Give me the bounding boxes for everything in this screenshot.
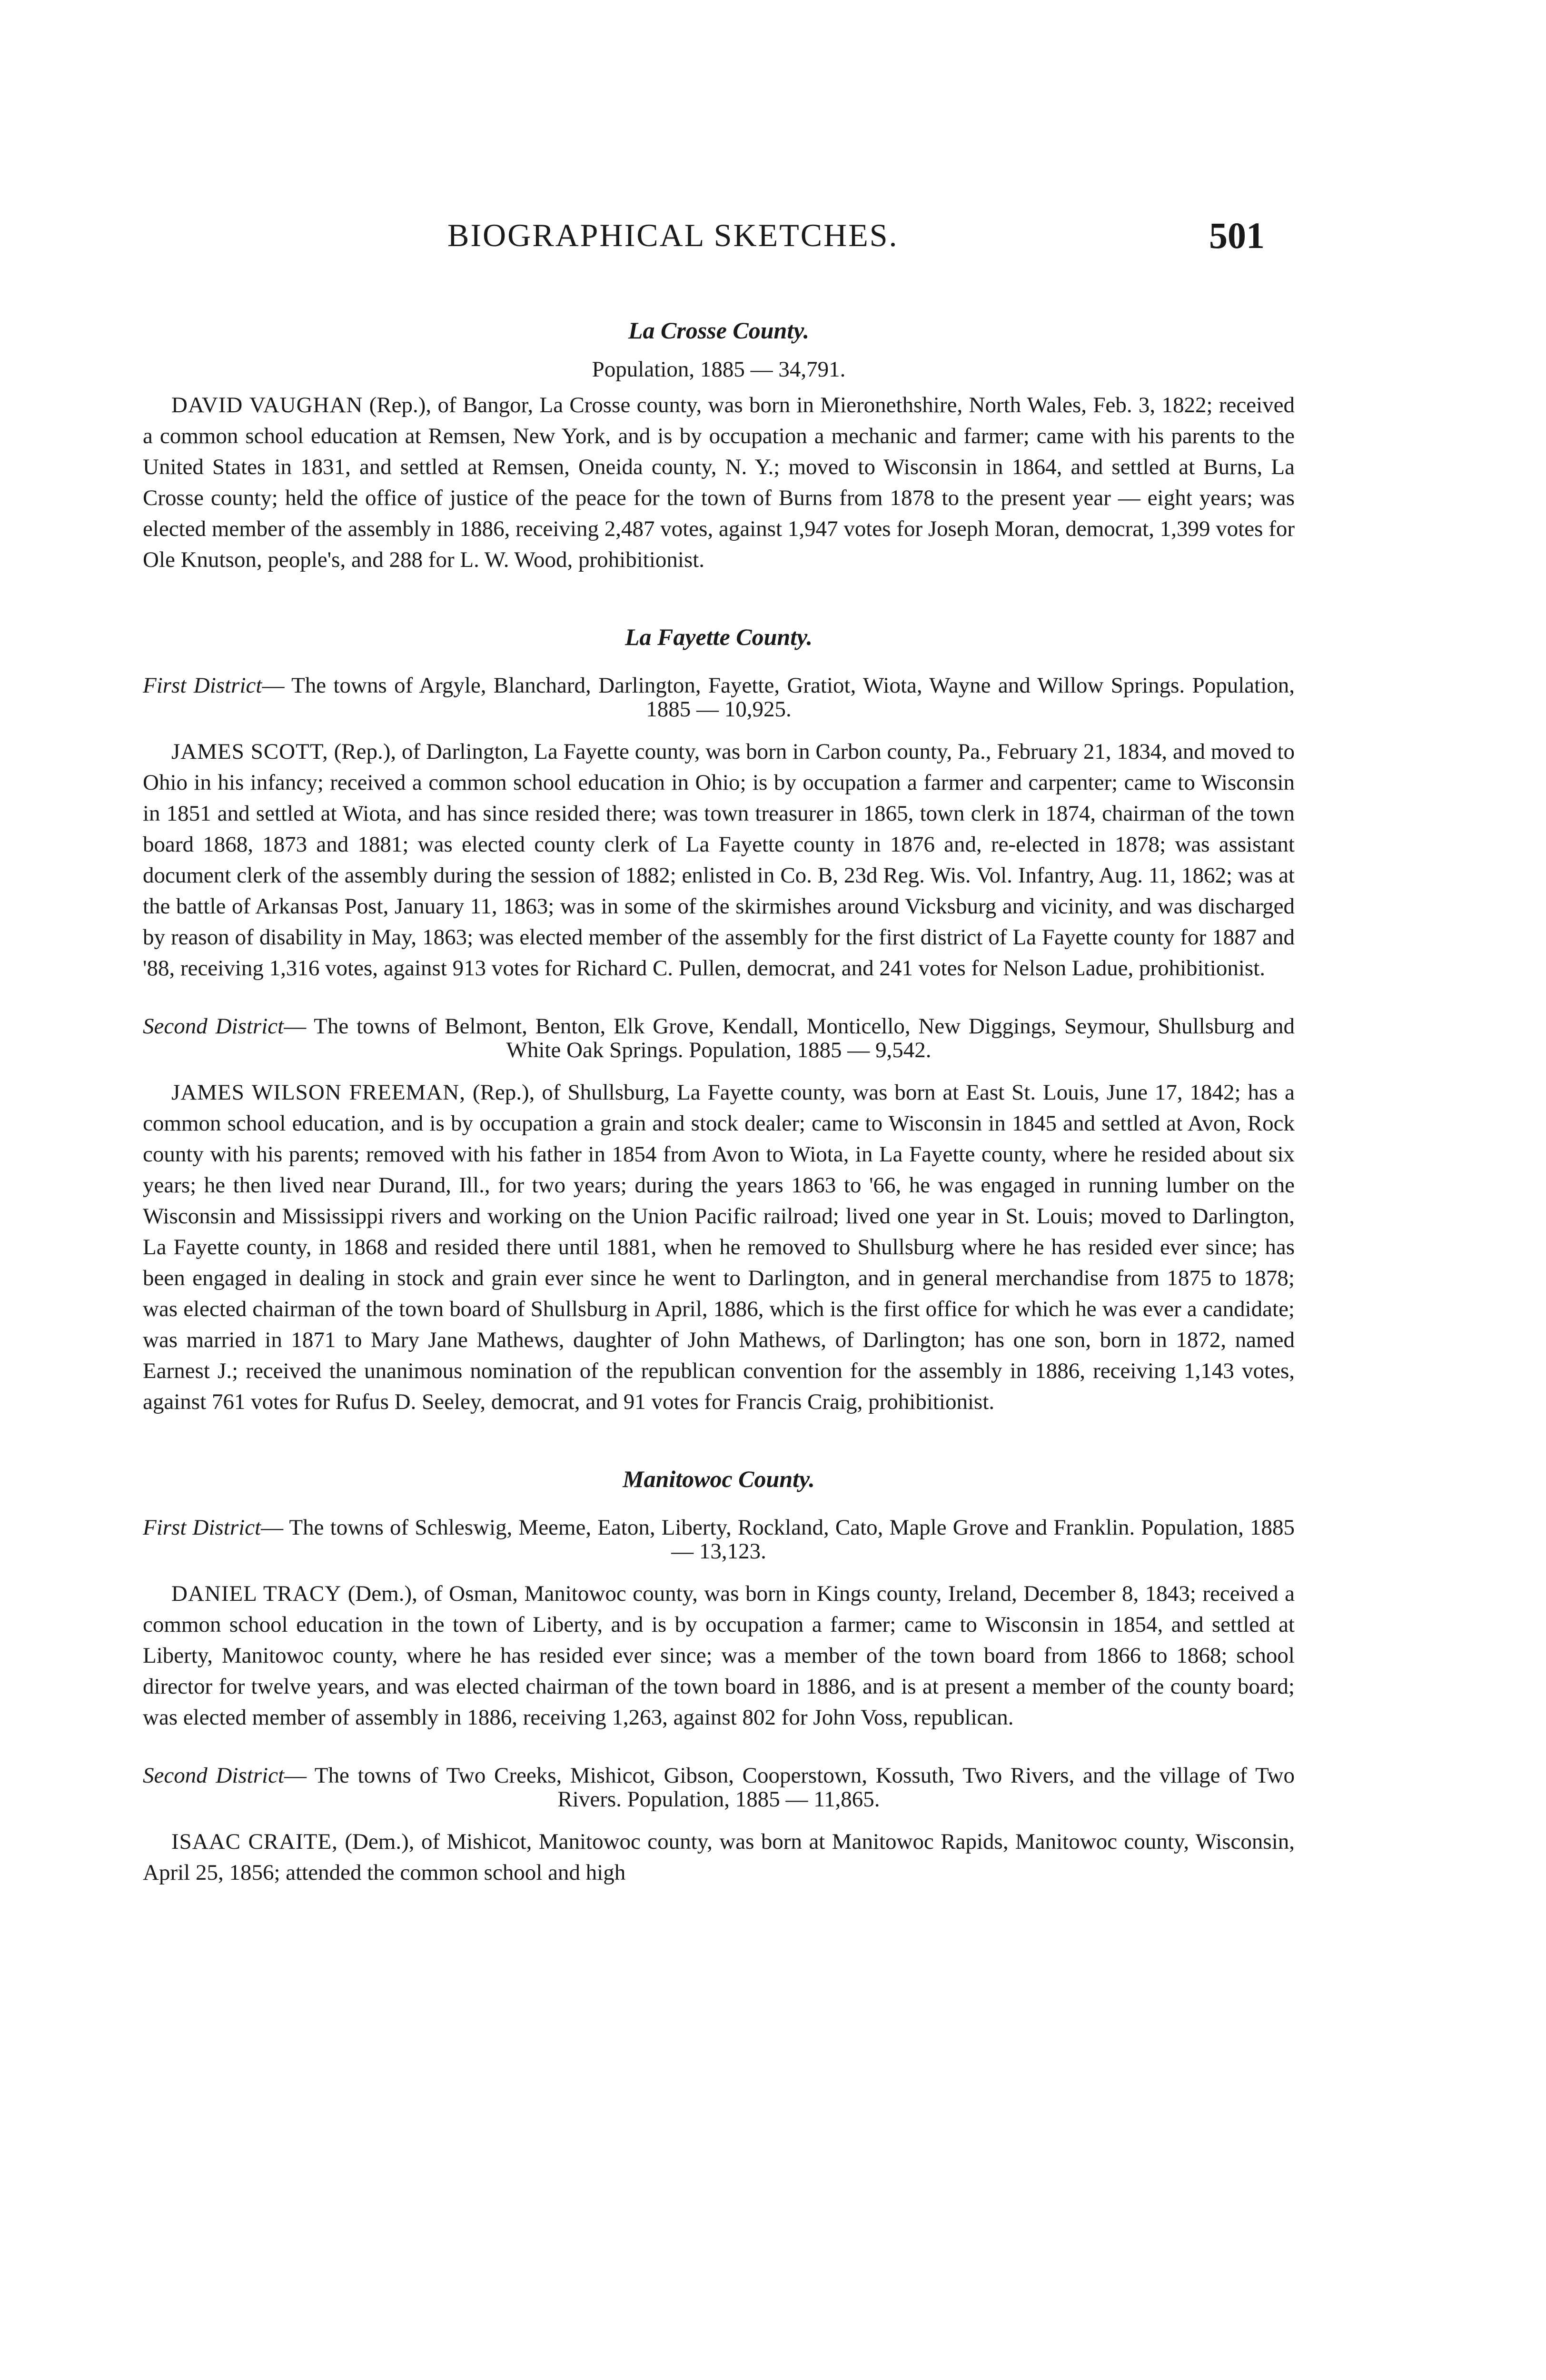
district-line-second	[143, 1014, 1295, 1062]
biography-vaughan	[143, 390, 1295, 575]
district-line-first	[143, 1516, 1295, 1563]
district-label: Second District	[143, 1014, 284, 1039]
member-name: DANIEL TRACY	[171, 1581, 342, 1606]
district-label: First District	[143, 673, 262, 698]
member-name: JAMES SCOTT,	[171, 739, 328, 764]
biography-text: (Rep.), of Shullsburg, La Fayette county, was born at East St. Louis, June 17, 1842; has a common school education, and is by occupation a grain and stock dealer; came to Wisconsin in 1845 and settled at Avon, Rock county with his parents; removed with his father in 1854 from Avon to Wiota, in La Fayette county, where he resided about six years; he then lived near Durand, Ill., for two years; during the years 1863 to '66, he was engaged in running lumber on the Wisconsin and Mississippi rivers and working on the Union Pacific railroad; lived one year in St. Louis; moved to Darlington, La Fayette county, in 1868 and resided there until 1881, when he removed to Shullsburg where he has resided ever since; has been engaged in dealing in stock and grain ever since he went to Darlington, and in general merchandise from 1875 to 1878; was elected chairman of the town board of Shullsburg in April, 1886, which is the first office for which he was ever a candidate; was married in 1871 to Mary Jane Mathews, daughter of John Mathews, of Darlington; has one son, born in 1872, named Earnest J.; received the unanimous nomination of the republican convention for the assembly in 1886, receiving 1,143 votes, against 761 votes for Rufus D. Seeley, democrat, and 91 votes for Francis Craig, prohibitionist.	[143, 1080, 1295, 1414]
district-line-first	[143, 674, 1295, 721]
member-name: ISAAC CRAITE,	[171, 1829, 338, 1854]
biography-text: (Rep.), of Darlington, La Fayette county, was born in Carbon county, Pa., February 21, 1834, and moved to Ohio in his infancy; received a common school education in Ohio; is by occupation a farmer and carpenter; came to Wisconsin in 1851 and settled at Wiota, and has since resided there; was town treasurer in 1865, town clerk in 1874, chairman of the town board 1868, 1873 and 1881; was elected county clerk of La Fayette county in 1876 and, re-elected in 1878; was assistant document clerk of the assembly during the session of 1882; enlisted in Co. B, 23d Reg. Wis. Vol. Infantry, Aug. 11, 1862; was at the battle of Arkansas Post, January 11, 1863; was in some of the skirmishes around Vicksburg and vicinity, and was discharged by reason of disability in May, 1863; was elected member of the assembly for the first district of La Fayette county for 1887 and '88, receiving 1,316 votes, against 913 votes for Richard C. Pullen, democrat, and 241 votes for Nelson Ladue, prohibitionist.	[143, 739, 1295, 981]
county-heading-la-crosse: La Crosse County.	[628, 317, 810, 344]
member-name: DAVID VAUGHAN	[171, 393, 363, 417]
county-heading-la-fayette: La Fayette County.	[625, 624, 813, 650]
biography-scott	[143, 736, 1295, 984]
page-body	[143, 317, 1295, 1888]
biography-freeman	[143, 1077, 1295, 1418]
district-label: First District	[143, 1515, 261, 1540]
biography-craite	[143, 1826, 1295, 1888]
district-text: — The towns of Argyle, Blanchard, Darlington, Fayette, Gratiot, Wiota, Wayne and Willow Springs. Population, 1885 — 10,925.	[262, 673, 1295, 722]
county-heading-manitowoc: Manitowoc County.	[623, 1466, 815, 1492]
population-line: Population, 1885 — 34,791.	[592, 357, 846, 382]
district-text: — The towns of Schleswig, Meeme, Eaton, Liberty, Rockland, Cato, Maple Grove and Franklin. Population, 1885 — 13,123.	[261, 1515, 1295, 1564]
district-text: — The towns of Belmont, Benton, Elk Grove, Kendall, Monticello, New Diggings, Seymour, Shullsburg and White Oak Springs. Population, 1885 — 9,542.	[284, 1014, 1295, 1062]
district-line-second	[143, 1764, 1295, 1811]
district-label: Second District	[143, 1763, 284, 1788]
member-name: JAMES WILSON FREEMAN,	[171, 1080, 466, 1105]
running-header: BIOGRAPHICAL SKETCHES.	[447, 217, 899, 253]
biography-text: (Rep.), of Bangor, La Crosse county, was born in Mieronethshire, North Wales, Feb. 3, 1822; received a common school education at Remsen, New York, and is by occupation a mechanic and farmer; came with his parents to the United States in 1831, and settled at Remsen, Oneida county, N. Y.; moved to Wisconsin in 1864, and settled at Burns, La Crosse county; held the office of justice of the peace for the town of Burns from 1878 to the present year — eight years; was elected member of the assembly in 1886, receiving 2,487 votes, against 1,947 votes for Joseph Moran, democrat, 1,399 votes for Ole Knutson, people's, and 288 for L. W. Wood, prohibitionist.	[143, 393, 1295, 572]
district-text: — The towns of Two Creeks, Mishicot, Gibson, Cooperstown, Kossuth, Two Rivers, and the village of Two Rivers. Population, 1885 — 11,865.	[284, 1763, 1295, 1812]
biography-tracy	[143, 1578, 1295, 1733]
biography-text: (Dem.), of Osman, Manitowoc county, was born in Kings county, Ireland, December 8, 1843; received a common school education in the town of Liberty, and is by occupation a farmer; came to Wisconsin in 1854, and settled at Liberty, Manitowoc county, where he has resided ever since; was a member of the town board from 1866 to 1868; school director for twelve years, and was elected chairman of the town board in 1886, and is at present a member of the county board; was elected member of assembly in 1886, receiving 1,263, against 802 for John Voss, republican.	[143, 1581, 1295, 1730]
page-number: 501	[1209, 215, 1265, 256]
biography-text: (Dem.), of Mishicot, Manitowoc county, was born at Manitowoc Rapids, Manitowoc county, Wisconsin, April 25, 1856; attended the common school and high	[143, 1829, 1295, 1885]
